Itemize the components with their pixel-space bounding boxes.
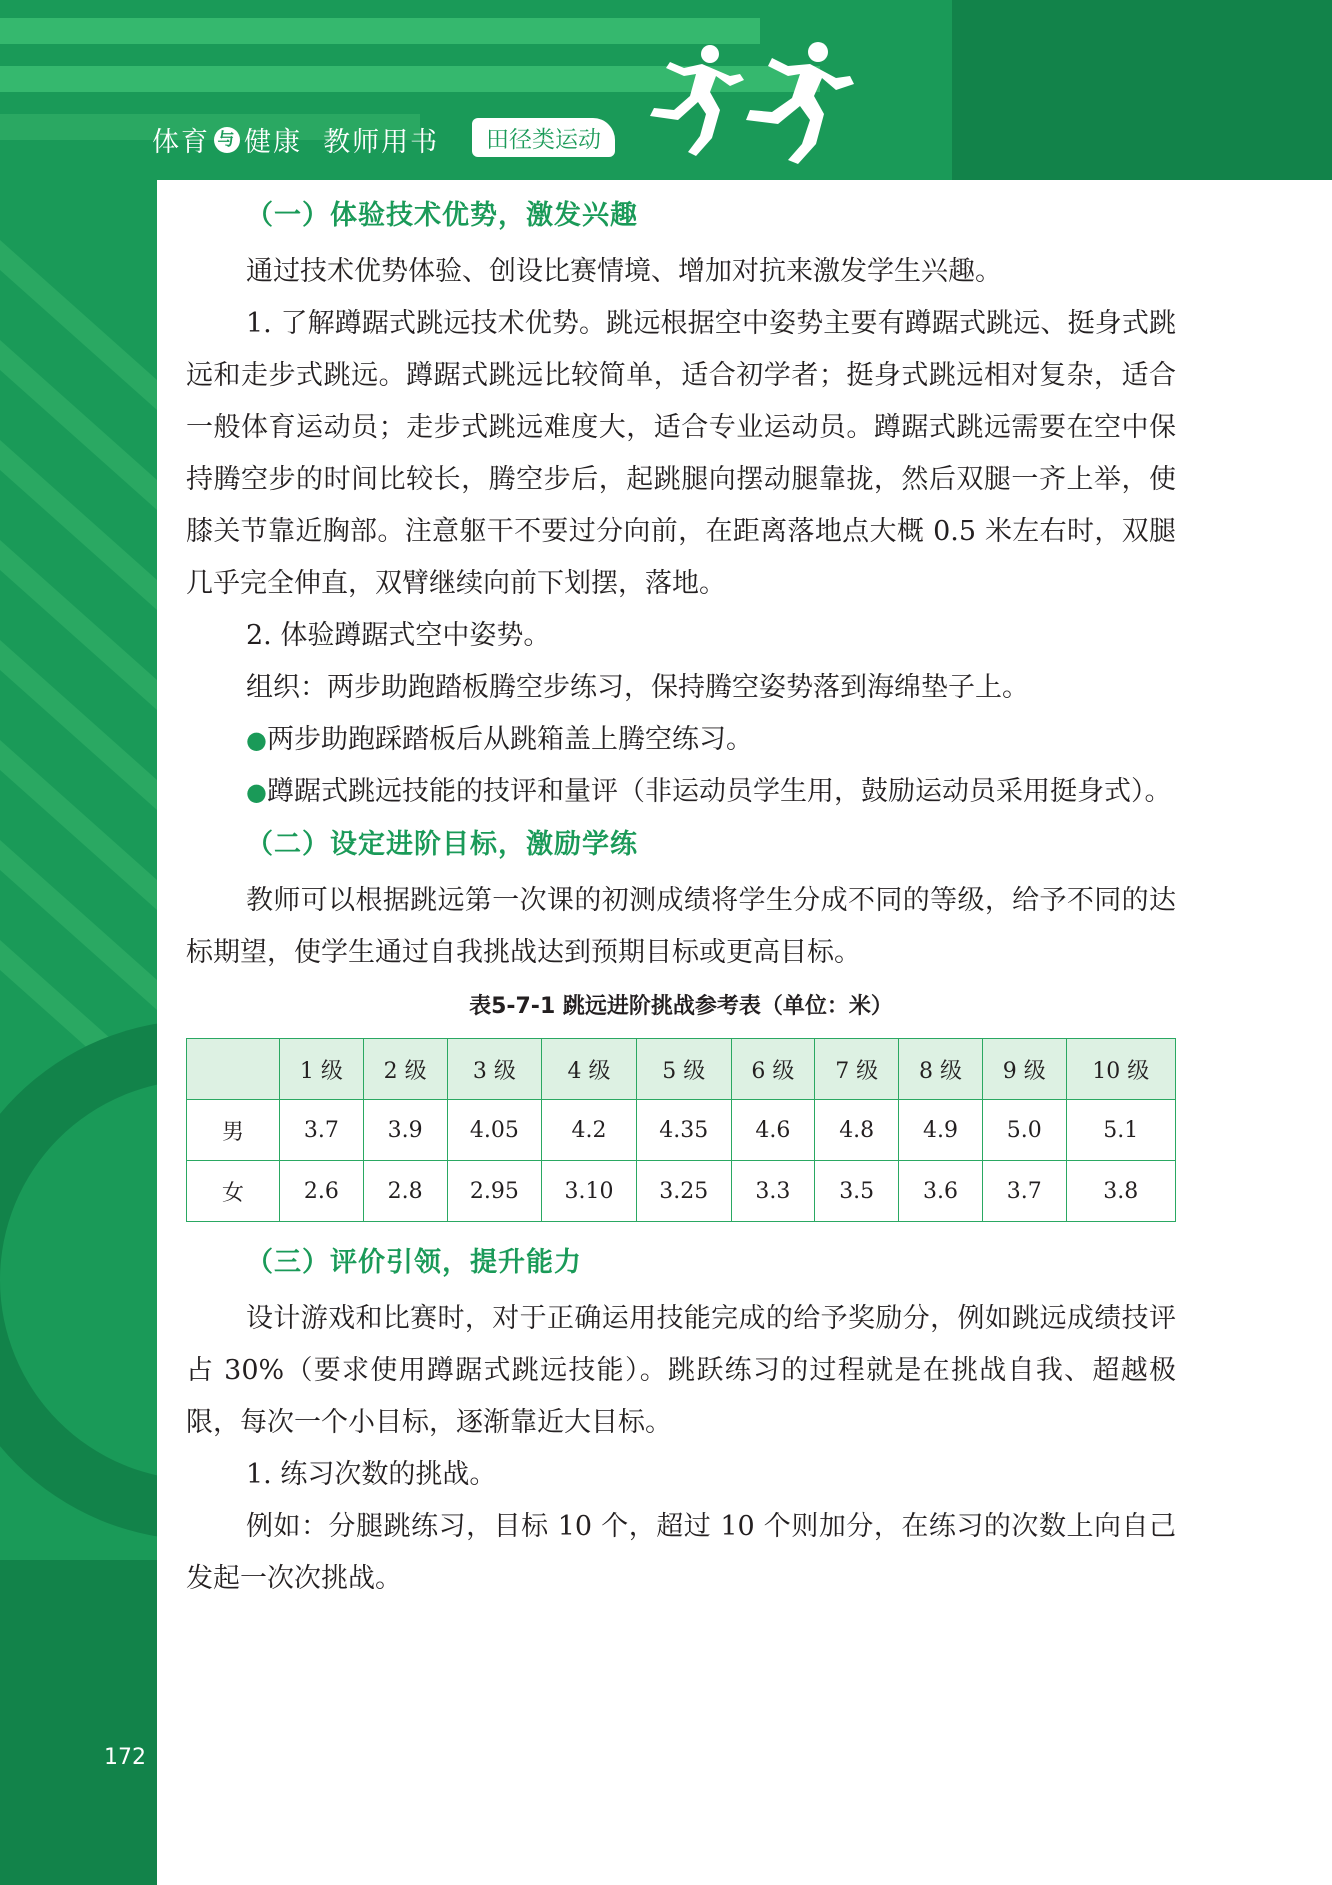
page-number: 172 — [104, 1745, 146, 1770]
paragraph: 1. 练习次数的挑战。 — [246, 1459, 497, 1490]
table-row-label: 男 — [187, 1100, 280, 1161]
book-title-badge: 与 — [214, 127, 240, 153]
table-header-cell: 9 级 — [982, 1039, 1066, 1100]
section-heading-2: （二）设定进阶目标，激励学练 — [246, 829, 638, 860]
table-row — [187, 1100, 1176, 1161]
table-cell: 4.35 — [636, 1100, 731, 1161]
table-cell: 3.6 — [899, 1161, 983, 1222]
paragraph: 组织：两步助跑踏板腾空步练习，保持腾空姿势落到海绵垫子上。 — [246, 672, 1029, 703]
table-cell: 3.5 — [815, 1161, 899, 1222]
book-title-part2: 健康 教师用书 — [244, 127, 440, 158]
section-label: 田径类运动 — [472, 118, 615, 157]
table-cell: 2.8 — [363, 1161, 447, 1222]
table-cell: 4.6 — [731, 1100, 815, 1161]
table-cell: 4.05 — [447, 1100, 542, 1161]
bullet-item — [186, 766, 1176, 818]
paragraph: 教师可以根据跳远第一次课的初测成绩将学生分成不同的等级，给予不同的达标期望，使学生通过自我挑战达到预期目标或更高目标。 — [186, 885, 1176, 968]
paragraph: 通过技术优势体验、创设比赛情境、增加对抗来激发学生兴趣。 — [246, 256, 1002, 287]
page-header — [0, 0, 1332, 180]
paragraph: 例如：分腿跳练习，目标 10 个，超过 10 个则加分，在练习的次数上向自己发起一次次挑战。 — [186, 1511, 1176, 1594]
table-header-cell: 3 级 — [447, 1039, 542, 1100]
table-cell: 3.25 — [636, 1161, 731, 1222]
table-cell: 3.3 — [731, 1161, 815, 1222]
table-cell: 4.9 — [899, 1100, 983, 1161]
table-header-cell: 2 级 — [363, 1039, 447, 1100]
table-header-row — [187, 1039, 1176, 1100]
runners-icon — [640, 40, 870, 165]
table-cell: 4.2 — [542, 1100, 637, 1161]
bullet-text: 蹲踞式跳远技能的技评和量评（非运动员学生用，鼓励运动员采用挺身式）。 — [266, 776, 1172, 807]
bullet-dot-icon: ● — [246, 726, 267, 754]
long-jump-levels-table — [186, 1038, 1176, 1222]
bullet-item — [186, 714, 1176, 766]
diagonal-stripes-decoration — [0, 180, 157, 1885]
bullet-dot-icon: ● — [246, 778, 267, 806]
paragraph: 设计游戏和比赛时，对于正确运用技能完成的给予奖励分，例如跳远成绩技评占 30%（要求使用蹲踞式跳远技能）。跳跃练习的过程就是在挑战自我、超越极限，每次一个小目标，逐渐靠近大目标。 — [186, 1303, 1176, 1438]
section-heading-1: （一）体验技术优势，激发兴趣 — [246, 200, 638, 231]
book-title — [152, 120, 439, 159]
table-cell: 3.8 — [1066, 1161, 1175, 1222]
bullet-text: 两步助跑踩踏板后从跳箱盖上腾空练习。 — [266, 724, 753, 755]
table-cell: 2.95 — [447, 1161, 542, 1222]
table-header-cell: 8 级 — [899, 1039, 983, 1100]
table-header-cell: 7 级 — [815, 1039, 899, 1100]
table-header-cell: 4 级 — [542, 1039, 637, 1100]
table-cell: 3.7 — [982, 1161, 1066, 1222]
table-header-cell: 5 级 — [636, 1039, 731, 1100]
paragraph: 1. 了解蹲踞式跳远技术优势。跳远根据空中姿势主要有蹲踞式跳远、挺身式跳远和走步式跳远。蹲踞式跳远比较简单，适合初学者；挺身式跳远相对复杂，适合一般体育运动员；走步式跳远难度大，适合专业运动员。蹲踞式跳远需要在空中保持腾空步的时间比较长，腾空步后，起跳腿向摆动腿靠拢，然后双腿一齐上举，使膝关节靠近胸部。注意躯干不要过分向前，在距离落地点大概 0.5 米左右时，双腿几乎完全伸直，双臂继续向前下划摆，落地。 — [186, 308, 1176, 599]
table-cell: 3.9 — [363, 1100, 447, 1161]
table-cell: 3.7 — [280, 1100, 364, 1161]
left-decoration — [0, 180, 157, 1885]
table-row-label: 女 — [187, 1161, 280, 1222]
table-cell: 4.8 — [815, 1100, 899, 1161]
table-cell: 5.1 — [1066, 1100, 1175, 1161]
table-cell: 2.6 — [280, 1161, 364, 1222]
table-header-cell: 6 级 — [731, 1039, 815, 1100]
table-header-cell: 1 级 — [280, 1039, 364, 1100]
table-cell: 3.10 — [542, 1161, 637, 1222]
main-content — [186, 193, 1176, 1605]
table-header-cell — [187, 1039, 280, 1100]
section-heading-3: （三）评价引领，提升能力 — [246, 1247, 582, 1278]
table-header-cell: 10 级 — [1066, 1039, 1175, 1100]
paragraph: 2. 体验蹲踞式空中姿势。 — [246, 620, 551, 651]
table-caption: 表5-7-1 跳远进阶挑战参考表（单位：米） — [469, 994, 893, 1019]
header-dark-band — [952, 0, 1332, 180]
table-cell: 5.0 — [982, 1100, 1066, 1161]
book-title-part1: 体育 — [152, 127, 210, 158]
table-row — [187, 1161, 1176, 1222]
